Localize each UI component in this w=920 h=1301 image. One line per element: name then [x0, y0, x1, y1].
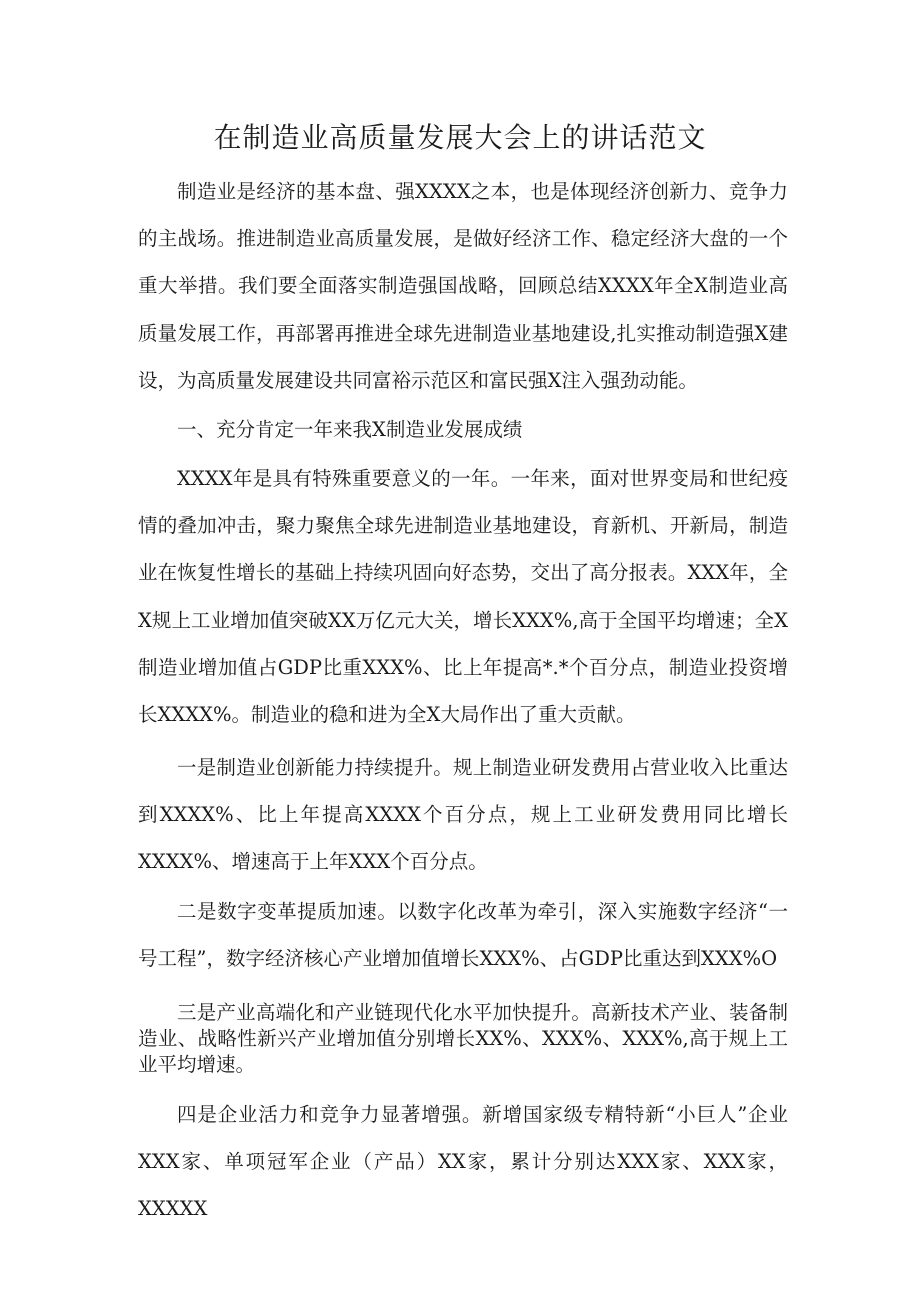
document-title: 在制造业高质量发展大会上的讲话范文	[213, 121, 707, 154]
paragraph-intro: 制造业是经济的基本盘、强XXXX之本，也是体现经济创新力、竞争力的主战场。推进制造业高质量发展，是做好经济工作、稳定经济大盘的一个重大举措。我们要全面落实制造强国战略，回顾总结XXXX年全X制造业高质量发展工作，再部署再推进全球先进制造业基地建设,扎实推动制造强X建设，为高质量发展建设共同富裕示范区和富民强X注入强劲动能。	[138, 180, 788, 392]
paragraph-enterprise: 四是企业活力和竞争力显著增强。新增国家级专精特新“小巨人”企业XXX家、单项冠军企业（产品）XX家，累计分别达XXX家、XXX家，XXXXX	[138, 1103, 788, 1221]
paragraph-innovation: 一是制造业创新能力持续提升。规上制造业研发费用占营业收入比重达到XXXX%、比上年提高XXXX个百分点，规上工业研发费用同比增长XXXX%、增速高于上年XXX个百分点。	[138, 756, 788, 874]
paragraph-achievements: XXXX年是具有特殊重要意义的一年。一年来，面对世界变局和世纪疫情的叠加冲击，聚力聚焦全球先进制造业基地建设，育新机、开新局，制造业在恢复性增长的基础上持续巩固向好态势，交出了高分报表。XXX年，全X规上工业增加值突破XX万亿元大关，增长XXX%,高于全国平均增速；全X制造业增加值占GDP比重XXX%、比上年提高*.*个百分点，制造业投资增长XXXX%。制造业的稳和进为全X大局作出了重大贡献。	[138, 467, 788, 727]
section-heading-1: 一、充分肯定一年来我X制造业发展成绩	[177, 418, 523, 441]
paragraph-digital: 二是数字变革提质加速。以数字化改革为牵引，深入实施数字经济“一号工程”，数字经济核心产业增加值增长XXX%、占GDP比重达到XXX%O	[138, 900, 788, 971]
paragraph-industry: 三是产业高端化和产业链现代化水平加快提升。高新技术产业、装备制造业、战略性新兴产业增加值分别增长XX%、XXX%、XXX%,高于规上工业平均增速。	[138, 1001, 788, 1076]
